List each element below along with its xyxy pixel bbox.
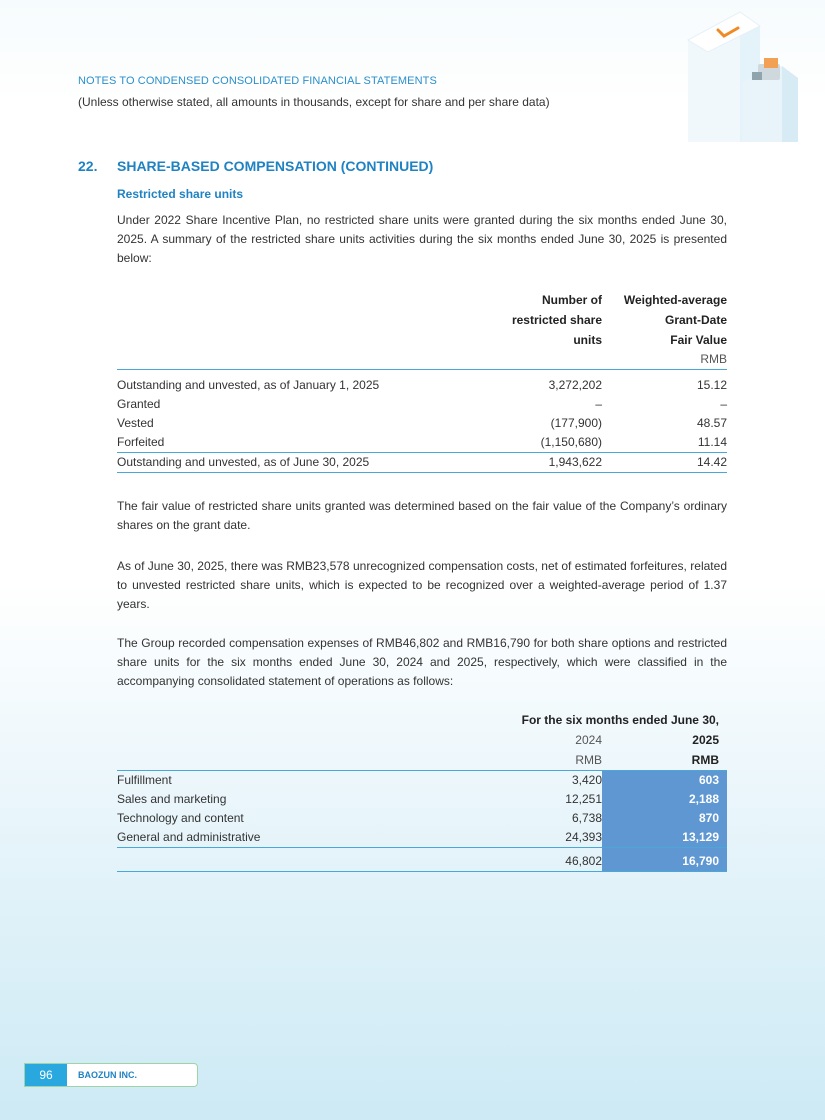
running-header: NOTES TO CONDENSED CONSOLIDATED FINANCIAL STATEMENTS [78,75,437,87]
table-row: Granted – – [117,397,727,411]
rsu-col1-header-line1: Number of [542,293,602,307]
table-row: Vested (177,900) 48.57 [117,416,727,430]
subsection-title: Restricted share units [117,187,244,201]
table-row: Sales and marketing 12,251 2,188 [117,790,727,809]
paragraph-unrecognized-costs: As of June 30, 2025, there was RMB23,578 unrecognized compensation costs, net of estimated forfeitures, related to unvested restricted share units, which is expected to be recognized over a weighted-average period of 1.37 years. [117,559,727,611]
compensation-expense-table [117,710,727,872]
rsu-col2-header-line2: Grant-Date [664,313,727,327]
paragraph-intro: Under 2022 Share Incentive Plan, no restricted share units were granted during the six months ended June 30, 2025. A summary of the restricted share units activities during the six months ended June 30, 2025 is presented below: [117,213,727,265]
table-row: General and administrative 24,393 13,129 [117,828,727,848]
total-2024: 46,802 [477,852,602,872]
rsu-col1-header-line2: restricted share [511,313,602,327]
rsu-col2-unit: RMB [602,350,727,370]
table-row: Outstanding and unvested, as of January 1, 2025 3,272,202 15.12 [117,378,727,392]
currency-2024-header: RMB [477,750,602,771]
table-row: Fulfillment 3,420 603 [117,771,727,791]
period-header: For the six months ended June 30, [521,713,719,727]
table-row-total: Outstanding and unvested, as of June 30, 2025 1,943,622 14.42 [117,453,727,473]
currency-2025-header: RMB [602,750,727,771]
section-number: 22. [78,158,98,174]
rsu-col2-header-line1: Weighted-average [623,293,727,307]
page-footer [24,1063,198,1087]
company-name: BAOZUN INC. [78,1070,137,1080]
paragraph-fair-value: The fair value of restricted share units granted was determined based on the fair value of the Company’s ordinary shares on the grant date. [117,499,727,532]
page-number: 96 [25,1064,67,1086]
running-header-note: (Unless otherwise stated, all amounts in thousands, except for share and per share data) [78,95,550,109]
section-title: SHARE-BASED COMPENSATION (CONTINUED) [117,158,434,174]
paragraph-compensation-expenses: The Group recorded compensation expenses of RMB46,802 and RMB16,790 for both share options and restricted share units for the six months ended June 30, 2024 and 2025, respectively, which were classified in the accompanying consolidated statement of operations as follows: [117,636,727,688]
rsu-col1-header-line3: units [573,333,602,347]
table-row-total [117,852,727,872]
year-2025-header: 2025 [692,733,719,747]
table-row: Technology and content 6,738 870 [117,809,727,828]
total-2025: 16,790 [602,852,727,872]
rsu-col2-header-line3: Fair Value [670,333,727,347]
year-2024-header: 2024 [575,733,602,747]
table-row: Forfeited (1,150,680) 11.14 [117,435,727,449]
rsu-activity-table [117,290,727,473]
